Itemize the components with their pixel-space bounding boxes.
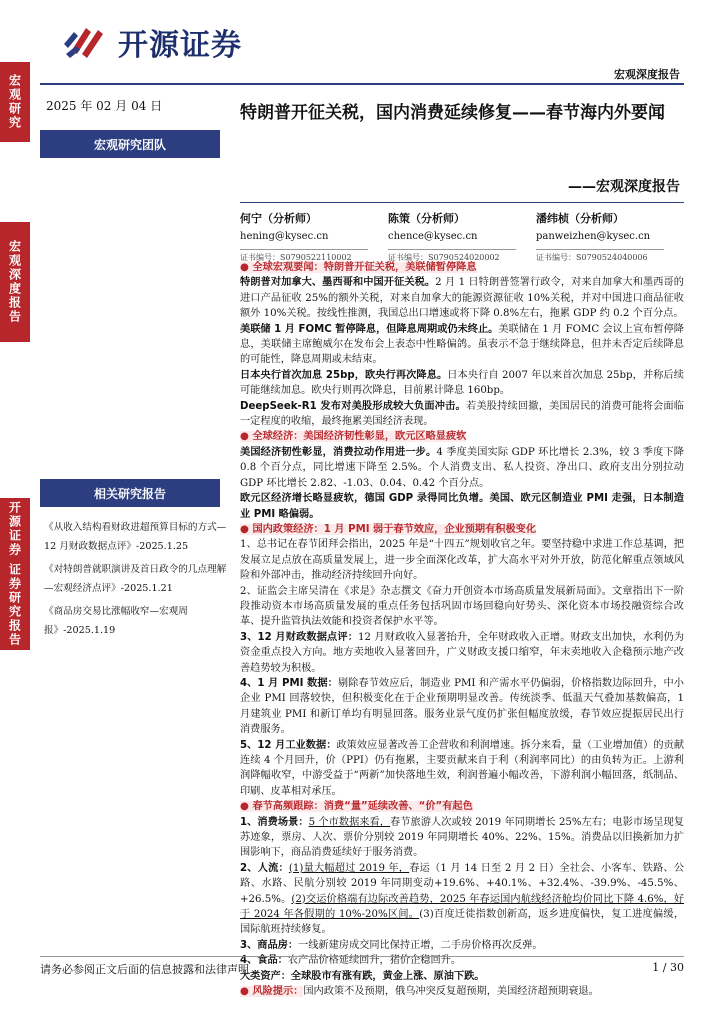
paragraph-text: 农产品价格延续回升，猪价企稳回升。: [287, 955, 462, 967]
analyst-card: [388, 210, 536, 263]
paragraph: [240, 861, 684, 938]
paragraph-text: 剔除春节效应后，制造业 PMI 和产需水平仍偏弱，价格指数边际回升，中小企业 PMI 回落较快，但积极变化在于企业预期明显改善。传统淡季、低温天气叠加基数偏高，1 月建筑业 PMI 和新订单均有明显回落。服务业景气度仍扩张但幅度放缓，春节效应提振居民出行消费服务。: [240, 677, 684, 736]
paragraph-underline: 5 个市数据来看，: [308, 816, 391, 828]
paragraph-text: 12 月财政收入显著抬升，全年财政收入正增。财政支出加快，水利仍为资金重点投入方向。地方卖地收入显著回升，广义财政支援口缩窄，年末卖地收入企稳预示地产改善趋势较为积极。: [240, 631, 685, 674]
side-tab-label: 宏观研究: [7, 74, 22, 130]
team-label: 宏观研究团队: [40, 130, 220, 158]
related-reports-list: [44, 518, 230, 644]
analyst-name: 潘纬桢（分析师）: [536, 212, 624, 225]
paragraph-lead: 美国经济韧性彰显，消费拉动作用进一步。: [240, 446, 437, 458]
paragraph-lead: 特朗普对加拿大、墨西哥和中国开征关税。: [240, 277, 436, 289]
header-divider: [40, 83, 684, 85]
analyst-email[interactable]: hening@kysec.cn: [240, 231, 329, 242]
paragraph: [240, 491, 684, 522]
paragraph-lead: 2、人流：: [240, 862, 289, 874]
paragraph-text: 美联储在 1 月 FOMC 会议上宣布暂停降息，美联储主席鲍威尔在发布会上表态中性略偏鸽。虽表示不急于继续降息，但并未否定后续降息的可能性，降息周期或未结束。: [240, 323, 684, 366]
section-heading: ● 全球经济：美国经济韧性彰显，欧元区略显疲软: [240, 431, 467, 443]
section-heading-text: 国内政策经济：1 月 PMI 弱于春节效应，企业预期有积极变化: [252, 523, 537, 535]
analyst-email[interactable]: panweizhen@kysec.cn: [536, 231, 651, 242]
page-number: 1 / 30: [652, 961, 684, 974]
paragraph-text: 若美股持续回撤，美国居民的消费可能将会面临一定程度的收缩，最终拖累美国经济表现。: [240, 400, 684, 428]
analyst-cert: 证书编号：S0790522110002: [240, 249, 368, 263]
paragraph-text: 政策效应显著改善工企营收和利润增速。拆分来看，量（工业增加值）的贡献连续 4 个月回升，价（PPI）仍有拖累，主要贡献来自于利（利润率同比）的由负转为正。上游利润降幅收窄，中游受益于“两新”加快落地生效，利润普遍小幅改善，下游利润小幅回落，纸制品、印刷、皮革相对承压。: [240, 739, 685, 797]
risk-warning-label: 风险提示：: [252, 986, 304, 998]
kysec-logo: [60, 18, 290, 66]
paragraph-lead: 1、消费场景：: [240, 816, 309, 828]
paragraph-text: 一线新建房成交同比保持正增，二手房价格再次反弹。: [298, 939, 543, 951]
report-date: 2025 年 02 月 04 日: [46, 99, 163, 113]
report-type-label: 宏观深度报告: [614, 68, 680, 81]
paragraph-lead: 4、食品：: [240, 955, 288, 967]
paragraph: [240, 630, 684, 676]
paragraph-lead: 3、商品房：: [240, 939, 299, 951]
side-tab-macro: [0, 62, 30, 142]
analyst-name: 何宁（分析师）: [240, 212, 317, 225]
paragraph: [240, 938, 684, 953]
section-heading: ● 春节高频跟踪：消费“量”延续改善、“价”有起色: [240, 801, 473, 813]
report-subtitle: ——宏观深度报告: [568, 179, 680, 195]
analyst-card: [536, 210, 684, 263]
paragraph-lead: 美联储 1 月 FOMC 暂停降息，但降息周期或仍未终止。: [240, 323, 499, 335]
title-divider: [240, 202, 684, 203]
related-report-link[interactable]: 《从收入结构看财政进超预算目标的方式—12 月财政数据点评》-2025.1.25: [44, 522, 227, 552]
side-tab-deep-report: [0, 222, 30, 342]
paragraph-lead: DeepSeek-R1 发布对美股形成较大负面冲击。: [240, 400, 466, 412]
related-report-link[interactable]: 《对特朗普就职演讲及首日政令的几点理解—宏观经济点评》-2025.1.21: [44, 564, 227, 594]
section-heading: ● 全球宏观要闻：特朗普开征关税，美联储暂停降息: [240, 262, 477, 273]
paragraph-text: 国内政策不及预期，俄乌冲突反复超预期，美国经济超预期衰退。: [303, 986, 599, 998]
report-summary: [240, 260, 684, 1000]
paragraph: [240, 445, 684, 491]
paragraph-lead: 5、12 月工业数据：: [240, 739, 337, 751]
section-heading: ● 国内政策经济：1 月 PMI 弱于春节效应，企业预期有积极变化: [240, 523, 537, 535]
paragraph-lead: 大类资产：全球股市有涨有跌，黄金上涨、原油下跌。: [240, 970, 485, 982]
analyst-email[interactable]: chence@kysec.cn: [388, 231, 478, 242]
paragraph-underline: (1)量大幅超过 2019 年，: [288, 862, 410, 874]
analyst-cert: 证书编号：S0790524020002: [388, 249, 516, 263]
paragraph: [240, 275, 684, 321]
paragraph-text: 日本央行自 2007 年以来首次加息 25bp，并称后续可能继续加息。欧央行则再次降息，目前累计降息 160bp。: [240, 369, 684, 397]
paragraph: [240, 676, 684, 738]
logo-text: 开源证券: [118, 28, 242, 63]
analyst-name: 陈策（分析师）: [388, 212, 465, 225]
disclaimer-text: 请务必参阅正文后面的信息披露和法律声明: [40, 963, 249, 976]
report-title: 特朗普开征关税，国内消费延续修复——春节海内外要闻: [240, 103, 665, 123]
risk-warning: ● 风险提示：国内政策不及预期，俄乌冲突反复超预期，美国经济超预期衰退。: [240, 986, 599, 998]
section-heading-text: 全球宏观要闻：特朗普开征关税，美联储暂停降息: [252, 262, 477, 273]
analyst-list: [240, 210, 684, 263]
side-tab-kysec: [0, 498, 30, 650]
paragraph: [240, 738, 684, 800]
section-heading-text: 春节高频跟踪：消费“量”延续改善、“价”有起色: [252, 801, 473, 813]
section-heading-text: 全球经济：美国经济韧性彰显，欧元区略显疲软: [252, 431, 467, 443]
paragraph: [240, 399, 684, 430]
paragraph-lead: 欧元区经济增长略显疲软，德国 GDP 录得同比负增。美国、欧元区制造业 PMI 走强，日本制造业 PMI 略偏弱。: [240, 493, 684, 520]
paragraph: [240, 322, 684, 368]
paragraph: [240, 368, 684, 399]
related-reports-label: 相关研究报告: [40, 479, 220, 507]
analyst-cert: 证书编号：S0790524040006: [536, 249, 664, 263]
paragraph-lead: 3、12 月财政数据点评：: [240, 631, 359, 643]
paragraph-underline: (2)交运价格端有边际改善趋势，2025 年春运国内航线经济舱均价同比下降 4.6%，好于 2024 年各假期的 10%-20%区间。: [240, 893, 685, 921]
side-tab-label: 开源证券 证券研究报告: [7, 500, 22, 648]
paragraph: 1、总书记在春节团拜会指出，2025 年是“十四五”规划收官之年。要坚持稳中求进工作总基调，把发展立足点放在高质量发展上，进一步全面深化改革，扩大高水平对外开放，防范化解重点领域风险和外部冲击，推动经济持续回升向好。: [240, 539, 684, 582]
paragraph-text: 4 季度美国实际 GDP 环比增长 2.3%，较 3 季度下降 0.8 个百分点，同比增速下降至 2.5%。个人消费支出、私人投资、净出口、政府支出分别拉动 GDP 环比增长 2.82、-1.03、0.04、0.42 个百分点。: [240, 446, 684, 489]
paragraph-lead: 日本央行首次加息 25bp，欧央行再次降息。: [240, 369, 448, 381]
paragraph-lead: 4、1 月 PMI 数据：: [240, 677, 338, 689]
paragraph-text: (3)百度迁徙指数创新高，返乡进度偏快，复工进度偏缓，国际航班持续修复。: [240, 909, 685, 936]
paragraph: 2、证监会主席吴清在《求是》杂志撰文《奋力开创资本市场高质量发展新局面》。文章指出下一阶段推动资本市场高质量发展的重点任务包括巩固市场回稳向好势头、深化资本市场投融资综合改革、提升监管执法效能和投资者保护水平等。: [240, 585, 684, 628]
paragraph-text: 春节旅游人次或较 2019 年同期增长 25%左右；电影市场呈现复苏迹象，票房、人次、票价分别较 2019 年同期增长 40%、22%、15%。消费品以旧换新加力扩围影响下，商品消费延续好于服务消费。: [240, 816, 684, 859]
paragraph-text: 春运（1 月 14 日至 2 月 2 日）全社会、小客车、铁路、公路、水路、民航分别较 2019 年同期变动+19.6%、+40.1%、+32.4%、-39.9%、-45.5%、+26.5%。: [240, 862, 685, 905]
paragraph: [240, 815, 684, 861]
side-tab-label: 宏观深度报告: [7, 240, 22, 324]
paragraph-text: 2 月 1 日特朗普签署行政令，对来自加拿大和墨西哥的进口产品征收 25%的额外关税，对来自加拿大的能源资源征收 10%关税，并对中国进口商品征收额外 10%关税。按线性推测，我国总出口增速或将下降 0.8%左右，拖累 GDP 约 0.2 个百分点。: [240, 277, 684, 320]
logo-mark-icon: [60, 22, 108, 62]
analyst-card: [240, 210, 388, 263]
related-report-link[interactable]: 《商品房交易比涨幅收窄—宏观周报》-2025.1.19: [44, 606, 188, 636]
page-footer: [40, 956, 684, 977]
